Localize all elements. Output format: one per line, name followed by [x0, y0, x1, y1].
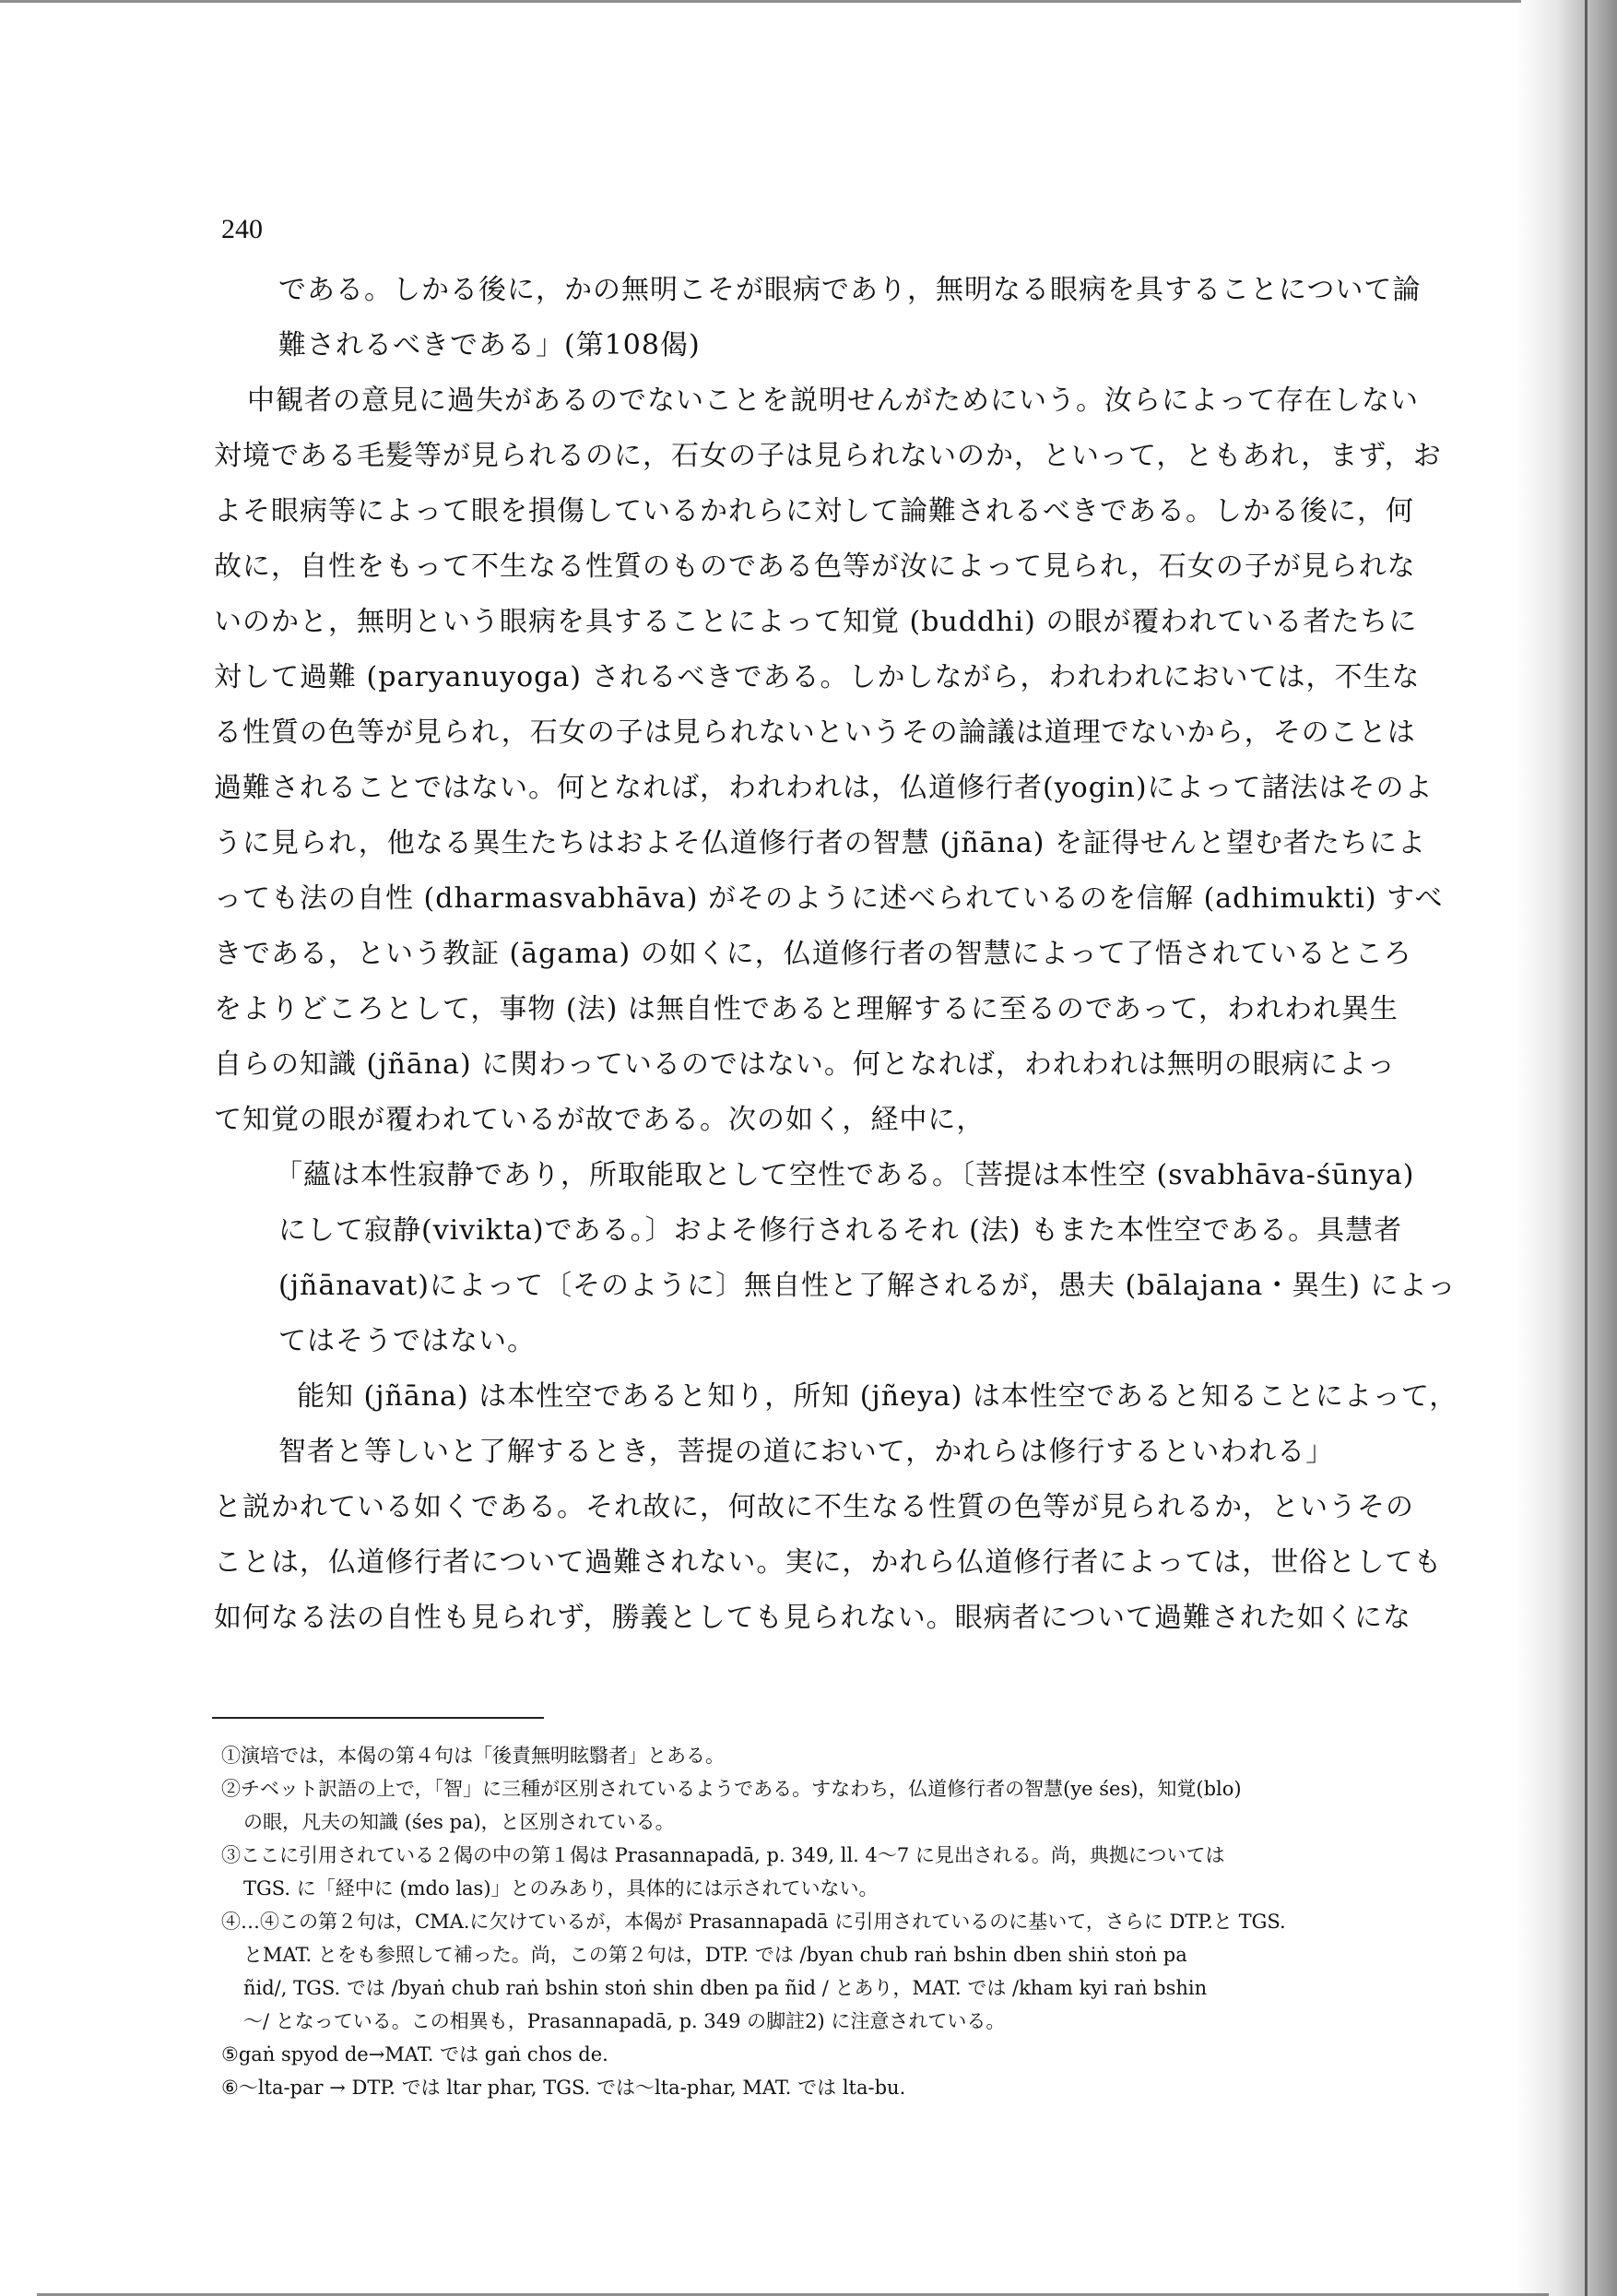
- footnote-line: TGS. に「経中に (mdo las)」とのみあり，具体的には示されていない。: [243, 1877, 879, 1900]
- text-line: 対境である毛髪等が見られるのに，石女の子は見られないのか，といって，ともあれ，まず，お: [214, 440, 1442, 472]
- footnotes: [221, 1739, 1429, 2104]
- text-line: てはそうではない。: [278, 1325, 536, 1357]
- page-number: 240: [221, 214, 263, 244]
- footnote-line: ③ここに引用されている２偈の中の第１偈は Prasannapadā, p. 349, ll. 4～7 に見出される。尚，典拠については: [221, 1844, 1225, 1866]
- footnote-line: ④…④この第２句は，CMA.に欠けているが，本偈が Prasannapadā に引用されているのに基いて，さらに DTP.と TGS.: [221, 1911, 1286, 1933]
- text-line: 難されるべきである」(第108偈): [278, 329, 701, 361]
- footnote-line: ①演培では，本偈の第４句は「後責無明眩翳者」とある。: [221, 1745, 725, 1767]
- text-line: と説かれている如くである。それ故に，何故に不生なる性質の色等が見られるか，というその: [214, 1491, 1414, 1523]
- scan-right-edge: [1585, 0, 1587, 2296]
- text-line: 能知 (jñāna) は本性空であると知り，所知 (jñeya) は本性空であると知ることによって，: [297, 1380, 1458, 1413]
- text-line: ことは，仏道修行者について過難されない。実に，かれら仏道修行者によっては，世俗としても: [214, 1546, 1443, 1579]
- text-line: 「蘊は本性寂静であり，所取能取として空性である。〔菩提は本性空 (svabhāva-śūnya): [275, 1159, 1415, 1191]
- text-line: 中観者の意見に過失があるのでないことを説明せんがためにいう。汝らによって存在しない: [247, 385, 1419, 417]
- footnote-line: ②チベット訳語の上で，「智」に三種が区別されているようである。すなわち，仏道修行者の智慧(ye śes)，知覚(blo): [221, 1778, 1242, 1800]
- footnote-line: ⑥～lta-par → DTP. では ltar phar, TGS. では～lta-phar, MAT. では lta-bu.: [221, 2077, 906, 2099]
- footnote-line: の眼，凡夫の知識 (śes pa)，と区別されている。: [243, 1811, 675, 1833]
- scan-right-shadow: [1516, 0, 1617, 2296]
- text-line: うに見られ，他なる異生たちはおよそ仏道修行者の智慧 (jñāna) を証得せんと望む者たちによ: [214, 827, 1426, 859]
- text-line: にして寂静(vivikta)である。〕およそ修行されるそれ (法) もまた本性空である。具慧者: [278, 1214, 1403, 1247]
- text-line: 対して過難 (paryanuyoga) されるべきである。しかしながら，われわれにおいては，不生な: [214, 661, 1421, 693]
- text-line: である。しかる後に，かの無明こそが眼病であり，無明なる眼病を具することについて論: [278, 274, 1422, 306]
- text-line: きである，という教証 (āgama) の如くに，仏道修行者の智慧によって了悟されているところ: [214, 938, 1412, 970]
- text-line: (jñānavat)によって〔そのように〕無自性と了解されるが，愚夫 (bālajana・異生) によっ: [278, 1270, 1457, 1302]
- text-line: て知覚の眼が覆われているが故である。次の如く，経中に，: [214, 1104, 986, 1136]
- text-line: をよりどころとして，事物 (法) は無自性であると理解するに至るのであって，われわれ異生: [214, 993, 1399, 1025]
- text-line: いのかと，無明という眼病を具することによって知覚 (buddhi) の眼が覆われている者たちに: [214, 606, 1418, 638]
- footnote-divider: [212, 1717, 544, 1719]
- footnote-line: ñid/, TGS. では /byaṅ chub raṅ bshin stoṅ shin dben pa ñid / とあり，MAT. では /kham kyi raṅ bshin: [243, 1977, 1208, 1999]
- text-line: っても法の自性 (dharmasvabhāva) がそのように述べられているのを信解 (adhimukti) すべ: [214, 882, 1444, 915]
- text-line: る性質の色等が見られ，石女の子は見られないというその論議は道理でないから，そのことは: [214, 716, 1416, 749]
- text-line: 智者と等しいと了解するとき，菩提の道において，かれらは修行するといわれる」: [278, 1436, 1335, 1468]
- text-line: 過難されることではない。何となれば，われわれは，仏道修行者(yogin)によって諸法はそのよ: [214, 772, 1434, 804]
- scan-top-edge: [0, 0, 1521, 3]
- main-text: [214, 263, 1458, 1646]
- text-line: 自らの知識 (jñāna) に関わっているのではない。何となれば，われわれは無明の眼病によっ: [214, 1048, 1396, 1081]
- footnote-line: とMAT. とをも参照して補った。尚，この第２句は，DTP. では /byan chub raṅ bshin dben shiṅ stoṅ pa: [243, 1944, 1187, 1966]
- text-line: 如何なる法の自性も見られず，勝義としても見られない。眼病者について過難された如くにな: [214, 1602, 1411, 1634]
- text-line: 故に，自性をもって不生なる性質のものである色等が汝によって見られ，石女の子が見られな: [214, 550, 1416, 583]
- footnote-line: ⑤gaṅ spyod de→MAT. では gaṅ chos de.: [221, 2043, 608, 2065]
- footnote-line: ～/ となっている。この相異も，Prasannapadā, p. 349 の脚註2) に注意されている。: [243, 2010, 1006, 2032]
- text-line: よそ眼病等によって眼を損傷しているかれらに対して論難されるべきである。しかる後に，何: [214, 495, 1414, 527]
